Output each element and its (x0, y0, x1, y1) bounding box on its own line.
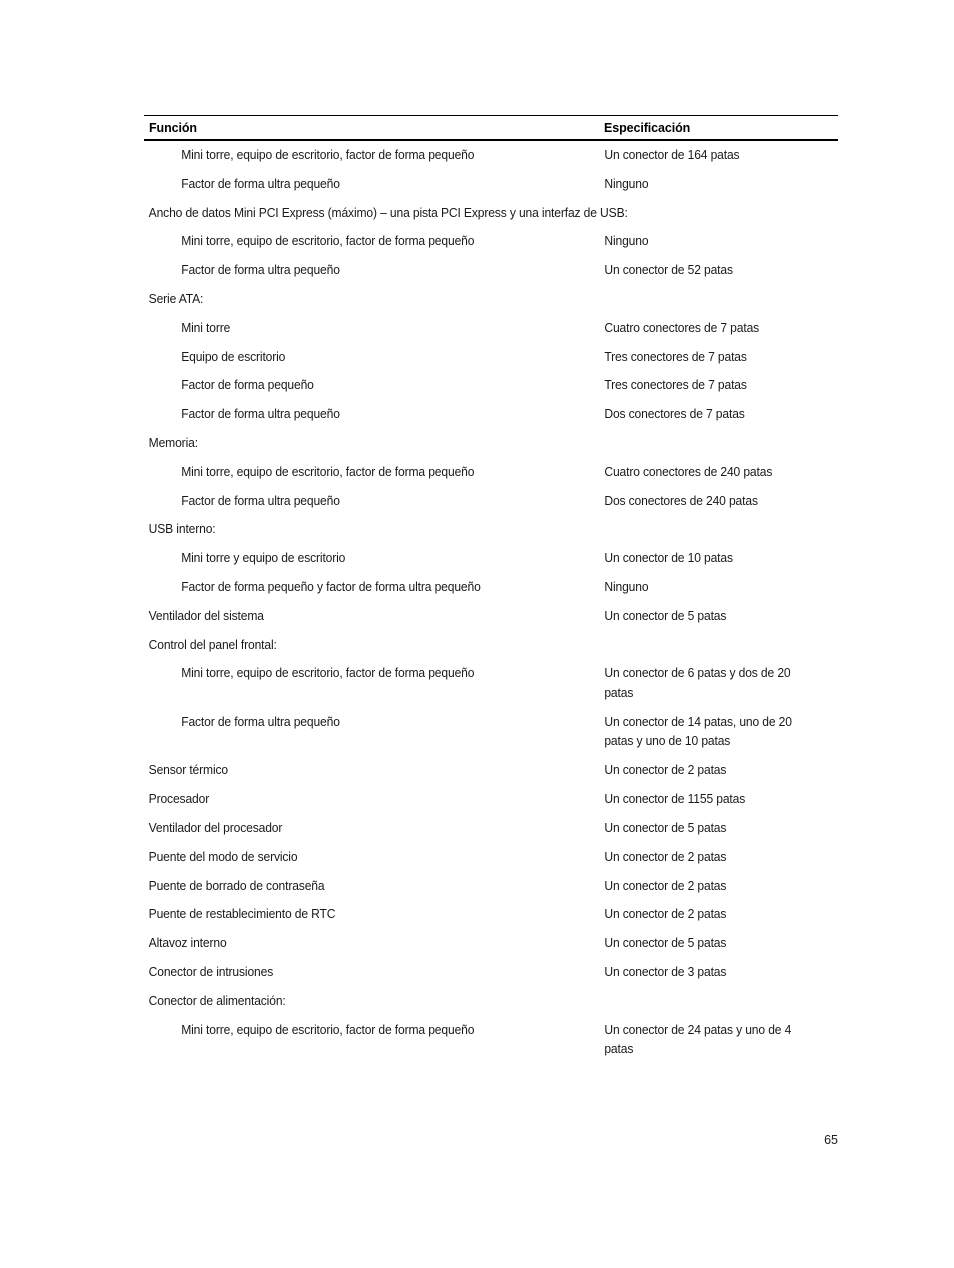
row-specification: Ninguno (604, 233, 649, 249)
table-row (144, 519, 838, 548)
row-function: Mini torre, equipo de escritorio, factor de forma pequeño (181, 147, 475, 162)
row-specification: Un conector de 1155 patas (604, 791, 746, 807)
row-function: Conector de alimentación: (148, 992, 286, 1008)
row-specification: Ninguno (604, 578, 649, 594)
table-row (144, 933, 838, 962)
table-row (144, 145, 838, 174)
table-row (144, 991, 838, 1020)
table-row (144, 462, 838, 491)
row-specification: Un conector de 164 patas (604, 147, 740, 162)
row-function: Puente del modo de servicio (148, 848, 298, 864)
table-row (144, 404, 838, 433)
table-row (144, 260, 838, 289)
table-row (144, 904, 838, 933)
row-specification: Un conector de 6 patas y dos de 20 patas (604, 665, 791, 700)
row-function: Factor de forma ultra pequeño (181, 713, 340, 729)
row-function: Puente de borrado de contraseña (148, 877, 325, 893)
header-specification: Especificación (604, 121, 691, 135)
row-specification: Tres conectores de 7 patas (604, 348, 747, 364)
table-row (144, 606, 838, 635)
table-row (144, 847, 838, 876)
row-specification: Tres conectores de 7 patas (604, 377, 747, 393)
row-function: Factor de forma ultra pequeño (181, 262, 340, 278)
table-row (144, 318, 838, 347)
table-row (144, 635, 838, 664)
row-specification: Un conector de 10 patas (604, 550, 733, 566)
row-function: Serie ATA: (148, 290, 204, 306)
table-header (144, 115, 838, 141)
row-specification: Cuatro conectores de 240 patas (604, 463, 773, 479)
row-function: Mini torre, equipo de escritorio, factor de forma pequeño (181, 665, 475, 681)
table-row (144, 231, 838, 260)
table-row (144, 577, 838, 606)
table-row (144, 712, 838, 761)
row-specification: Un conector de 2 patas (604, 906, 727, 922)
row-function: USB interno: (148, 521, 216, 537)
row-function: Altavoz interno (148, 935, 227, 951)
row-function: Mini torre y equipo de escritorio (181, 550, 346, 566)
table-row (144, 174, 838, 203)
row-specification: Un conector de 5 patas (604, 819, 727, 835)
table-row (144, 433, 838, 462)
row-specification: Un conector de 2 patas (604, 762, 727, 778)
row-specification: Un conector de 5 patas (604, 607, 727, 623)
row-specification: Un conector de 2 patas (604, 877, 727, 893)
table-row (144, 1020, 838, 1069)
table-row (144, 962, 838, 991)
table-row (144, 289, 838, 318)
spec-table (144, 115, 838, 1068)
table-row (144, 203, 838, 232)
row-function: Sensor térmico (148, 762, 229, 778)
row-function: Factor de forma pequeño y factor de forma ultra pequeño (181, 578, 481, 594)
row-specification: Cuatro conectores de 7 patas (604, 319, 760, 335)
row-function: Puente de restablecimiento de RTC (148, 906, 336, 922)
row-function: Factor de forma ultra pequeño (181, 406, 340, 422)
row-specification: Un conector de 5 patas (604, 935, 727, 951)
row-function: Factor de forma pequeño (181, 377, 314, 393)
row-function: Mini torre, equipo de escritorio, factor de forma pequeño (181, 463, 475, 479)
row-specification: Un conector de 24 patas y uno de 4 patas (604, 1021, 792, 1056)
table-row (144, 818, 838, 847)
page-number: 65 (824, 1133, 838, 1147)
row-function: Mini torre, equipo de escritorio, factor de forma pequeño (181, 1021, 475, 1037)
table-row (144, 876, 838, 905)
row-specification: Dos conectores de 7 patas (604, 406, 745, 422)
row-function: Procesador (148, 791, 210, 807)
row-function: Memoria: (148, 434, 198, 450)
row-function: Equipo de escritorio (181, 348, 286, 364)
row-function: Mini torre, equipo de escritorio, factor de forma pequeño (181, 233, 475, 249)
header-function: Función (149, 121, 197, 135)
table-row (144, 375, 838, 404)
table-row (144, 760, 838, 789)
table-row (144, 663, 838, 712)
row-function: Ventilador del procesador (148, 819, 283, 835)
table-row (144, 548, 838, 577)
table-row (144, 347, 838, 376)
row-function: Factor de forma ultra pequeño (181, 175, 340, 191)
row-specification: Un conector de 3 patas (604, 963, 727, 979)
row-function: Ancho de datos Mini PCI Express (máximo) – una pista PCI Express y una interfaz de USB: (148, 204, 628, 220)
row-function: Ventilador del sistema (148, 607, 264, 623)
row-specification: Dos conectores de 240 patas (604, 492, 758, 508)
row-specification: Ninguno (604, 175, 649, 191)
table-body (144, 145, 838, 1068)
row-function: Mini torre (181, 319, 231, 335)
table-row (144, 789, 838, 818)
row-function: Factor de forma ultra pequeño (181, 492, 340, 508)
row-function: Control del panel frontal: (148, 636, 277, 652)
row-specification: Un conector de 2 patas (604, 848, 727, 864)
row-specification: Un conector de 52 patas (604, 262, 733, 278)
table-row (144, 491, 838, 520)
row-specification: Un conector de 14 patas, uno de 20 patas y uno de 10 patas (604, 713, 792, 749)
row-function: Conector de intrusiones (148, 963, 274, 979)
